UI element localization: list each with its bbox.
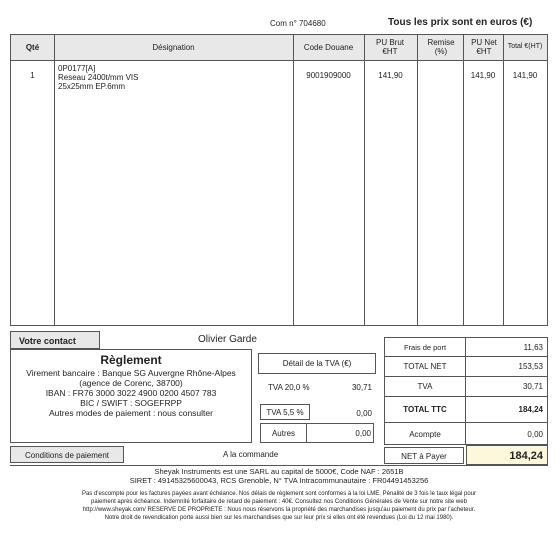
legal-notice (14, 490, 544, 522)
vat-other-box (260, 423, 374, 443)
row-unit-gross: 141,90 (378, 71, 403, 80)
totals-box (384, 337, 548, 445)
vat-row-label: TVA 20,0 % (268, 383, 310, 392)
col-total-header: Total €(HT) (507, 43, 543, 50)
payment-line: IBAN : FR76 3000 3022 4900 0200 4507 783 (45, 388, 217, 398)
conditions-value: A la commande (223, 450, 279, 459)
items-table (10, 34, 548, 326)
net-label-box (384, 447, 464, 464)
designation-line: 0P0177[A] (58, 64, 96, 73)
contact-label: Votre contact (19, 336, 76, 346)
payment-line: BIC / SWIFT : SOGEFRPP (80, 398, 182, 408)
conditions-label: Conditions de paiement (24, 451, 110, 460)
vat-label: TVA (417, 382, 433, 391)
conditions-label-box (10, 446, 124, 463)
payment-line: Virement bancaire : Banque SG Auvergne Rhône-Alpes (26, 368, 236, 378)
col-customs-header: Code Douane (303, 43, 354, 52)
row-designation (58, 64, 288, 91)
row-qty: 1 (30, 71, 35, 80)
col-unit-net-header: PU Net €HT (471, 38, 497, 56)
payment-title: Règlement (100, 353, 162, 367)
col-discount-header: Remise (%) (427, 38, 455, 56)
deposit-label: Acompte (409, 430, 441, 439)
company-line-2: SIRET : 49145325600043, RCS Grenoble, N° TVA Intracommunautaire : FR04491453256 (129, 476, 429, 485)
vat-rate-box (260, 404, 310, 420)
total-net-label: TOTAL NET (403, 362, 447, 371)
col-designation-header: Désignation (152, 43, 195, 52)
shipping-value: 11,63 (523, 343, 543, 352)
company-divider (10, 465, 548, 466)
net-to-pay-value: 184,24 (509, 450, 543, 462)
col-unit-gross-header: PU Brut €HT (375, 38, 404, 56)
total-net-value: 153,53 (518, 362, 543, 371)
payment-line: Autres modes de paiement : nous consulter (49, 408, 213, 418)
vat-title-box (258, 353, 376, 374)
vat-row-label: TVA 5,5 % (266, 408, 304, 417)
payment-line: (agence de Corenc, 38700) (79, 378, 183, 388)
vat-row-label: Autres (271, 429, 296, 438)
legal-line: http://www.sheyak.com/ RESERVE DE PROPRIETE : Nous nous réservons la propriété des marchandises jusqu'au paiement du prix par l'acheteur. (82, 507, 476, 513)
vat-title: Détail de la TVA (€) (282, 359, 352, 368)
vat-value: 30,71 (522, 382, 543, 391)
shipping-label: Frais de port (403, 343, 447, 352)
net-value-box (466, 445, 548, 465)
prices-note: Tous les prix sont en euros (€) (388, 17, 533, 28)
net-to-pay-label: NET à Payer (401, 452, 447, 461)
order-number: Com n° 704680 (270, 19, 326, 28)
total-ttc-value: 184,24 (518, 405, 543, 414)
vat-row-value: 30,71 (351, 383, 372, 392)
deposit-value: 0,00 (527, 430, 543, 439)
legal-line: paiement après échéance. Indemnité forfaitaire de retard de paiement : 40€. Consultez nos Conditions Générales de Vente sur notre site web (91, 499, 467, 505)
designation-line: Reseau 2400t/mm VIS (58, 73, 139, 82)
legal-line: Notre droit de revendication porte aussi bien sur les marchandises que sur leur prix si elles ont été revendues (Loi du 12 mai 1980). (104, 515, 454, 521)
designation-line: 25x25mm EP.6mm (58, 82, 125, 91)
payment-box (10, 349, 252, 443)
contact-name: Olivier Garde (198, 334, 257, 345)
row-total: 141,90 (512, 71, 538, 80)
row-customs-code: 9001909000 (306, 71, 351, 80)
row-unit-net: 141,90 (470, 71, 496, 80)
legal-line: Pas d'escompte pour les factures payées avant échéance. Nos délais de règlement sont conformes à la loi LME. Pénalité de 3 fois le taux légal pour (81, 491, 477, 497)
vat-row-value: 0,00 (355, 429, 371, 438)
contact-label-box (10, 331, 100, 349)
payment-lines (11, 368, 251, 418)
company-line-1: Sheyak Instruments est une SARL au capital de 5000€, Code NAF : 2651B (154, 467, 404, 476)
total-ttc-label: TOTAL TTC (403, 405, 447, 414)
col-qty-header: Qté (25, 43, 40, 52)
vat-row-value: 0,00 (356, 409, 372, 418)
